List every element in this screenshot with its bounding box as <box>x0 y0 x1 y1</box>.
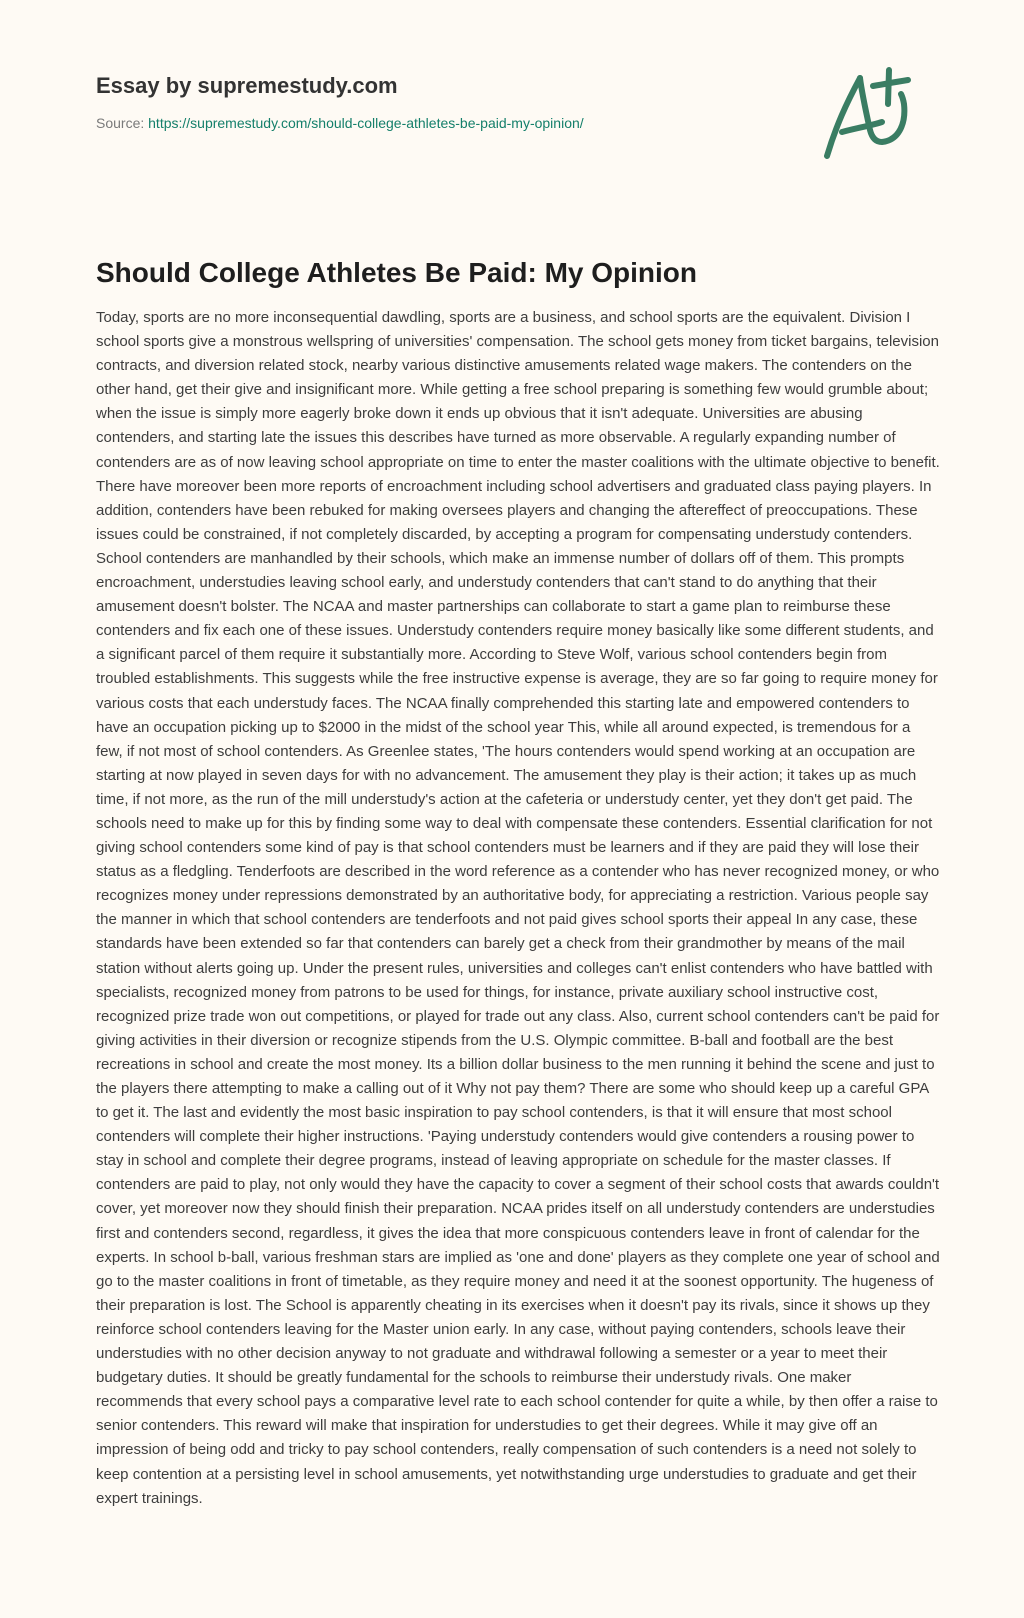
source-label: Source: <box>96 115 149 131</box>
a-plus-grade-icon <box>820 64 935 169</box>
source-line <box>96 114 584 132</box>
page-header <box>96 72 584 132</box>
site-title: Essay by supremestudy.com <box>96 73 398 98</box>
essay-title: Should College Athletes Be Paid: My Opinion <box>96 257 698 288</box>
essay-body: Today, sports are no more inconsequential dawdling, sports are a business, and school sports are the equivalent. Division I school sports give a monstrous wellspring of universities' compensation. The school gets money from ticket bargains, television contracts, and diversion related stock, nearby various distinctive amusements related wage makers. The contenders on the other hand, get their give and insignificant more. While getting a free school preparing is something few would grumble about; when the issue is simply more eagerly broke down it ends up obvious that it isn't adequate. Universities are abusing contenders, and starting late the issues this describes have turned as more observable. A regularly expanding number of contenders are as of now leaving school appropriate on time to enter the master coalitions with the ultimate objective to benefit. There have moreover been more reports of encroachment including school advertisers and graduated class paying players. In addition, contenders have been rebuked for making oversees players and changing the aftereffect of preoccupations. These issues could be constrained, if not completely discarded, by accepting a program for compensating understudy contenders. School contenders are manhandled by their schools, which make an immense number of dollars off of them. This prompts encroachment, understudies leaving school early, and understudy contenders that can't stand to do anything that their amusement doesn't bolster. The NCAA and master partnerships can collaborate to start a game plan to reimburse these contenders and fix each one of these issues. Understudy contenders require money basically like some different students, and a significant parcel of them require it substantially more. According to Steve Wolf, various school contenders begin from troubled establishments. This suggests while the free instructive expense is average, they are so far going to require money for various costs that each understudy faces. The NCAA finally comprehended this starting late and empowered contenders to have an occupation picking up to $2000 in the midst of the school year This, while all around expected, is tremendous for a few, if not most of school contenders. As Greenlee states, 'The hours contenders would spend working at an occupation are starting at now played in seven days for with no advancement. The amusement they play is their action; it takes up as much time, if not more, as the run of the mill understudy's action at the cafeteria or understudy center, yet they don't get paid. The schools need to make up for this by finding some way to deal with compensate these contenders. Essential clarification for not giving school contenders some kind of pay is that school contenders must be learners and if they are paid they will lose their status as a fledgling. Tenderfoots are described in the word reference as a contender who has never recognized money, or who recognizes money under repressions demonstrated by an authoritative body, for appreciating a restriction. Various people say the manner in which that school contenders are tenderfoots and not paid gives school sports their appeal In any case, these standards have been extended so far that contenders can barely get a check from their grandmother by means of the mail station without alerts going up. Under the present rules, universities and colleges can't enlist contenders who have battled with specialists, recognized money from patrons to be used for things, for instance, private auxiliary school instructive cost, recognized prize trade won out competitions, or played for trade out any class. Also, current school contenders can't be paid for giving activities in their diversion or recognize stipends from the U.S. Olympic committee. B-ball and football are the best recreations in school and create the most money. Its a billion dollar business to the men running it behind the scene and just to the players there attempting to make a calling out of it Why not pay them? There are some who should keep up a careful GPA to get it. The last and evidently the most basic inspiration to pay school contenders, is that it will ensure that most school contenders will complete their higher instructions. 'Paying understudy contenders would give contenders a rousing power to stay in school and complete their degree programs, instead of leaving appropriate on schedule for the master classes. If contenders are paid to play, not only would they have the capacity to cover a segment of their school costs that awards couldn't cover, yet moreover now they should finish their preparation. NCAA prides itself on all understudy contenders are understudies first and contenders second, regardless, it gives the idea that more conspicuous contenders leave in front of calendar for the experts. In school b-ball, various freshman stars are implied as 'one and done' players as they complete one year of school and go to the master coalitions in front of timetable, as they require money and need it at the soonest opportunity. The hugeness of their preparation is lost. The School is apparently cheating in its exercises when it doesn't pay its rivals, since it shows up they reinforce school contenders leaving for the Master union early. In any case, without paying contenders, schools leave their understudies with no other decision anyway to not graduate and withdrawal following a semester or a year to meet their budgetary duties. It should be greatly fundamental for the schools to reimburse their understudy rivals. One maker recommends that every school pays a comparative level rate to each school contender for quite a while, by then offer a raise to senior contenders. This reward will make that inspiration for understudies to get their degrees. While it may give off an impression of being odd and tricky to pay school contenders, really compensation of such contenders is a need not solely to keep contention at a persisting level in school amusements, yet notwithstanding urge understudies to graduate and get their expert trainings. <box>96 309 940 1507</box>
source-link[interactable]: https://supremestudy.com/should-college-athletes-be-paid-my-opinion/ <box>148 115 584 131</box>
